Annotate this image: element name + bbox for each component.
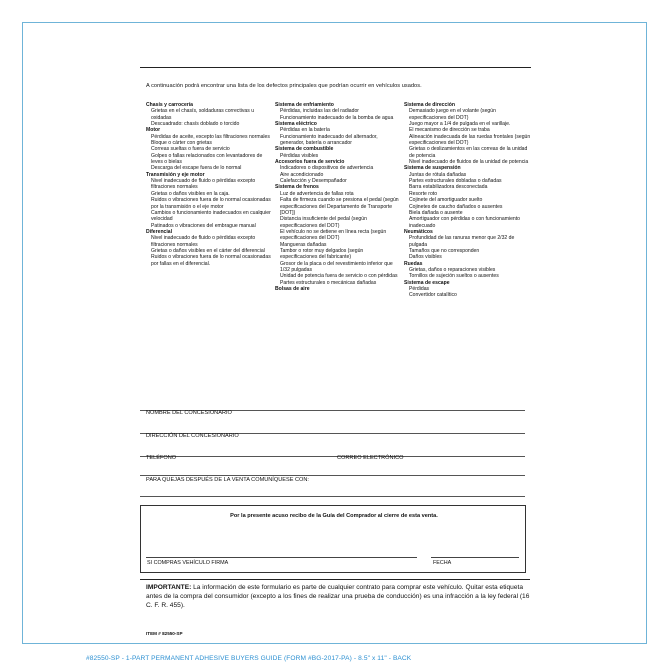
important-text: La información de este formulario es parte de cualquier contrato para comprar este vehículo. Quitar esta etiqueta antes de la compra del consumidor (excepto a los fines de realizar una prueba de conducción) es una infracción a la ley federal (16 C. F. R. 455).	[146, 584, 530, 609]
defect-section-heading: Sistema de enfriamiento	[275, 102, 334, 108]
defect-section-heading: Sistema de combustible	[275, 146, 334, 153]
defect-item: Partes estructurales dobladas o dañadas	[409, 178, 502, 185]
defect-item: Cojinete del amortiguador suelto	[409, 197, 483, 204]
defect-item: Grietas o daños visibles en el cárter del diferencial	[151, 247, 265, 254]
defects-column-3	[404, 102, 532, 299]
defect-section-heading: Sistema de frenos	[275, 184, 319, 191]
defect-item: Partes estructurales o mecánicas dañadas	[280, 279, 377, 286]
defect-item: Grietas, daños o reparaciones visibles	[409, 266, 496, 273]
signature-label: SI COMPRAS VEHÍCULO FIRMA	[147, 560, 229, 566]
defect-item: Unidad de potencia fuera de servicio o con pérdidas	[280, 273, 398, 280]
defect-section-heading: Sistema de dirección	[404, 102, 455, 108]
defect-item: Grietas o deslizamientos en las correas de la unidad de potencia	[409, 146, 528, 159]
important-label: IMPORTANTE:	[146, 584, 192, 591]
defect-item: Indicadores o dispositivos de advertencia	[280, 165, 374, 172]
defect-section-heading: Sistema de escape	[404, 279, 450, 286]
defect-item: Nivel inadecuado de fluidos de la unidad de potencia	[409, 159, 529, 166]
defect-section-heading: Sistema de suspensión	[404, 165, 461, 172]
defect-section-heading: Chasís y carrocería	[146, 102, 194, 108]
defect-item: Pérdidas de aceite, excepto las filtraciones normales	[151, 133, 270, 140]
defect-item: Ruidos o vibraciones fuera de lo normal ocasionadas por fallas en el diferencial.	[151, 254, 271, 267]
complaints-line-top[interactable]	[140, 465, 525, 476]
defect-item: Alineación inadecuada de las ruedas frontales (según especificaciones del DOT)	[409, 133, 531, 147]
important-notice	[146, 584, 531, 610]
defect-item: Tambor o rotor muy delgados (según especificaciones del fabricante)	[280, 247, 364, 261]
defect-item: Patinados o vibraciones del embrague manual	[151, 222, 256, 229]
defect-item: Distancia insuficiente del pedal (según especificaciones del DOT)	[280, 216, 367, 229]
defect-item: El mecanismo de dirección se traba	[409, 127, 490, 134]
top-rule	[140, 67, 531, 68]
defect-section-heading: Accesorios fuera de servicio	[275, 159, 345, 166]
signature-box-title: Por la presente acuso recibo de la Guía del Comprador al cierre de esta venta.	[230, 513, 438, 519]
defect-item: Aire acondicionado	[280, 171, 324, 178]
defect-item: Profundidad de las ranuras menor que 2/32 de pulgada	[409, 235, 515, 248]
defect-section-heading: Motor	[146, 127, 161, 134]
defect-section-heading: Diferencial	[146, 228, 173, 235]
defect-item: Pérdidas visibles	[280, 152, 319, 159]
important-rule	[140, 579, 530, 580]
defect-item: Luz de advertencia de fallas rota	[280, 190, 354, 197]
defect-item: Juntas de rótula dañadas	[409, 171, 467, 178]
defect-item: Cambios o funcionamiento inadecuados en cualquier velocidad	[151, 209, 271, 223]
footer-caption: #82550-SP - 1-PART PERMANENT ADHESIVE BUYERS GUIDE (FORM #BG-2017-PA) - 8.5" x 11" - BACK	[86, 655, 412, 662]
defect-item: Calefacción y Desempañador	[280, 178, 347, 185]
signature-box	[140, 505, 526, 573]
item-number: ITEM # 82550-SP	[146, 631, 183, 636]
defect-item: Funcionamiento inadecuado del alternador, generador, batería o arrancador	[280, 133, 378, 147]
defect-item: Amortiguador con pérdidas o con funcionamiento inadecuado	[409, 216, 520, 229]
defect-item: Falta de firmeza cuando se presiona el pedal (según especificaciones del Departamento de Transporte [DOT])	[280, 197, 399, 216]
defect-item: Golpes o fallas relacionados con levantadores de leves o bielas	[151, 152, 263, 166]
email-label: CORREO ELECTRÓNICO	[337, 455, 404, 461]
defect-item: Mangueras dañadas	[280, 241, 327, 248]
defect-item: Biela dañada o ausente	[409, 209, 463, 216]
defect-section-heading: Sistema eléctrico	[275, 121, 317, 128]
defect-section-heading: Neumáticos	[404, 228, 433, 235]
defect-item: Tamaños que no corresponden	[409, 247, 480, 254]
complaints-line[interactable]	[140, 486, 525, 497]
defect-item: Pérdidas, incluidas las del radiador	[280, 108, 359, 115]
defect-item: Pérdidas	[409, 285, 430, 292]
defect-item: Descarga del escape fuera de lo normal	[151, 165, 242, 172]
complaints-label: PARA QUEJAS DESPUÉS DE LA VENTA COMUNÍQUESE CON:	[146, 477, 309, 483]
defect-item: Funcionamiento inadecuado de la bomba de agua	[280, 114, 394, 121]
defect-item: Bloque o cárter con grietas	[151, 140, 212, 147]
defect-item: Demasiado juego en el volante (según especificaciones del DOT)	[409, 108, 496, 121]
date-label: FECHA	[433, 560, 452, 566]
defect-item: Pérdidas en la batería	[280, 127, 330, 134]
defect-section-heading: Bolsas de aire	[275, 285, 310, 292]
phone-email-line[interactable]	[140, 446, 525, 457]
defect-item: Grosor de la placa o del revestimiento inferior que 1/32 pulgadas	[280, 260, 393, 273]
defect-item: Daños visibles	[409, 254, 442, 261]
defect-item: Convertidor catalítico	[409, 292, 457, 299]
signature-line[interactable]	[146, 557, 417, 558]
defects-column-2	[275, 102, 400, 292]
intro-text: A continuación podrá encontrar una lista de los defectos principales que podrían ocurrir en vehículos usados.	[146, 83, 422, 89]
defect-item: Ruidos o vibraciones fuera de lo normal ocasionadas por la transmisión o el eje motor	[151, 197, 271, 210]
defect-item: Tornillos de sujeción sueltos o ausentes	[409, 273, 499, 280]
defect-item: Nivel inadecuado de fluido o pérdidas excepto filtraciones normales	[151, 235, 256, 248]
defect-item: Grietas o daños visibles en la caja.	[151, 190, 230, 197]
date-line[interactable]	[431, 557, 519, 558]
defect-item: Cojinetes de caucho dañados o ausentes	[409, 203, 503, 210]
defect-section-heading: Transmisión y eje motor	[146, 171, 205, 178]
defect-item: Juego mayor a 1/4 de pulgada en el varillaje.	[409, 121, 511, 128]
defect-item: Correas sueltas o fuera de servicio	[151, 146, 230, 153]
defect-item: El vehículo no se detiene en línea recta (según especificaciones del DOT)	[280, 228, 387, 242]
defect-section-heading: Ruedas	[404, 260, 423, 267]
defects-column-1	[146, 102, 271, 267]
dealer-name-label: NOMBRE DEL CONCESIONARIO	[146, 410, 232, 416]
defect-item: Barra estabilizadora desconectada	[409, 184, 488, 191]
defect-item: Resorte roto	[409, 190, 438, 197]
defect-item: Descuadrado: chasís doblado o torcido	[151, 121, 240, 128]
phone-label: TELÉFONO	[146, 455, 177, 461]
defect-item: Grietas en el chasís, soldaduras correctivas u oxidadas	[151, 108, 255, 121]
dealer-address-label: DIRECCIÓN DEL CONCESIONARIO	[146, 433, 239, 439]
defect-item: Nivel inadecuado de fluido o pérdidas excepto filtraciones normales	[151, 178, 256, 191]
